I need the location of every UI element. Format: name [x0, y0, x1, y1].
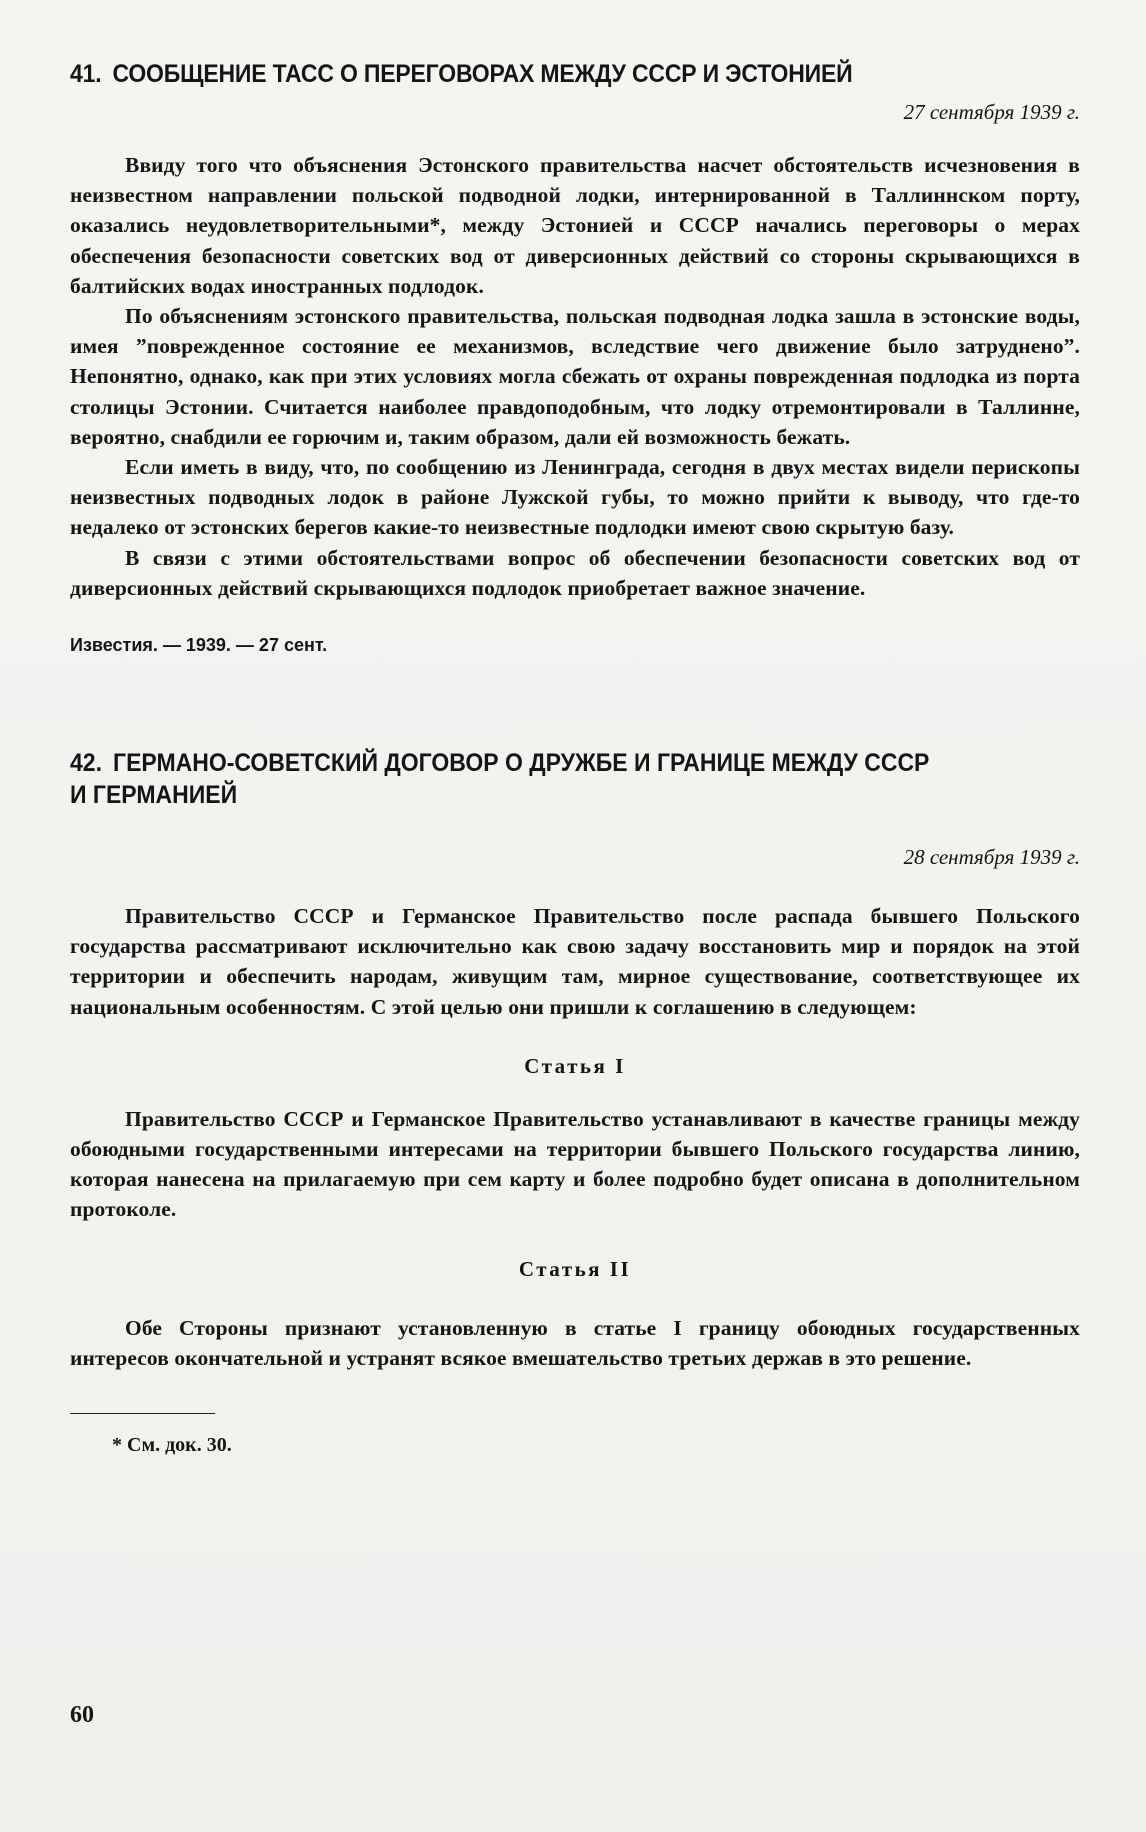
doc41-paragraph-4: В связи с этими обстоятельствами вопрос об обеспечении безопасности советских вод от диверсионных действий скрывающихся подлодок приобретает важное значение.: [70, 545, 1080, 600]
article-1-title: Статья I: [524, 1053, 626, 1078]
doc41-paragraph-3: Если иметь в виду, что, по сообщению из Ленинграда, сегодня в двух местах видели перископы неизвестных подводных лодок в районе Лужской губы, то можно прийти к выводу, что где-то недалеко от эстонских берегов какие-то неизвестные подлодки имеют свою скрытую базу.: [70, 455, 1080, 540]
footnote: * См. док. 30.: [112, 1434, 232, 1457]
page-content: [70, 58, 1080, 1458]
doc42-preamble: Правительство СССР и Германское Правительство после распада бывшего Польского государства рассматривают исключительно как свою задачу восстановить мир и порядок на этой территории и обеспечить народам, живущим там, мирное существование, соответствующее их национальным особенностям. С этой целью они пришли к соглашению в следующем:: [70, 904, 1080, 1019]
doc42-title-line-1: ГЕРМАНО-СОВЕТСКИЙ ДОГОВОР О ДРУЖБЕ И ГРАНИЦЕ МЕЖДУ СССР: [113, 749, 930, 778]
page-number: 60: [70, 1702, 94, 1728]
doc41-date: 27 сентября 1939 г.: [903, 100, 1080, 124]
doc41-paragraph-2: По объяснениям эстонского правительства, польская подводная лодка зашла в эстонские воды, имея ”поврежденное состояние ее механизмов, вследствие чего движение было затруднено”. Непонятно, однако, как при этих условиях могла сбежать от охраны поврежденная подлодка из порта столицы Эстонии. Считается наиболее правдоподобным, что лодку отремонтировали в Таллинне, вероятно, снабдили ее горючим и, таким образом, дали ей возможность бежать.: [70, 304, 1080, 449]
article-2-text: Обе Стороны признают установленную в статье I границу обоюдных государственных интересов окончательной и устранят всякое вмешательство третьих держав в это решение.: [70, 1315, 1080, 1370]
doc42-heading: [70, 747, 999, 811]
doc41-paragraph-1: Ввиду того что объяснения Эстонского правительства насчет обстоятельств исчезновения в неизвестном направлении польской подводной лодки, интернированной в Таллиннском порту, оказались неудовлетворительными*, между Эстонией и СССР начались переговоры о мерах обеспечения безопасности советских вод от диверсионных действий со стороны скрывающихся в балтийских водах иностранных подлодок.: [70, 153, 1080, 298]
doc41-heading: [70, 58, 999, 90]
doc42-title-line-2: И ГЕРМАНИЕЙ: [70, 781, 238, 810]
doc42-number: 42.: [70, 749, 102, 778]
doc41-source: Известия. — 1939. — 27 сент.: [70, 635, 328, 656]
doc41-title: СООБЩЕНИЕ ТАСС О ПЕРЕГОВОРАХ МЕЖДУ СССР И ЭСТОНИЕЙ: [112, 60, 853, 88]
doc42-date: 28 сентября 1939 г.: [903, 845, 1080, 870]
doc41-number: 41.: [70, 60, 102, 88]
article-1-text: Правительство СССР и Германское Правительство устанавливают в качестве границы между обоюдными государственными интересами на территории бывшего Польского государства линию, которая нанесена на прилагаемую при сем карту и более подробно будет описана в дополнительном протоколе.: [70, 1106, 1080, 1222]
article-2-title: Статья II: [518, 1256, 632, 1281]
